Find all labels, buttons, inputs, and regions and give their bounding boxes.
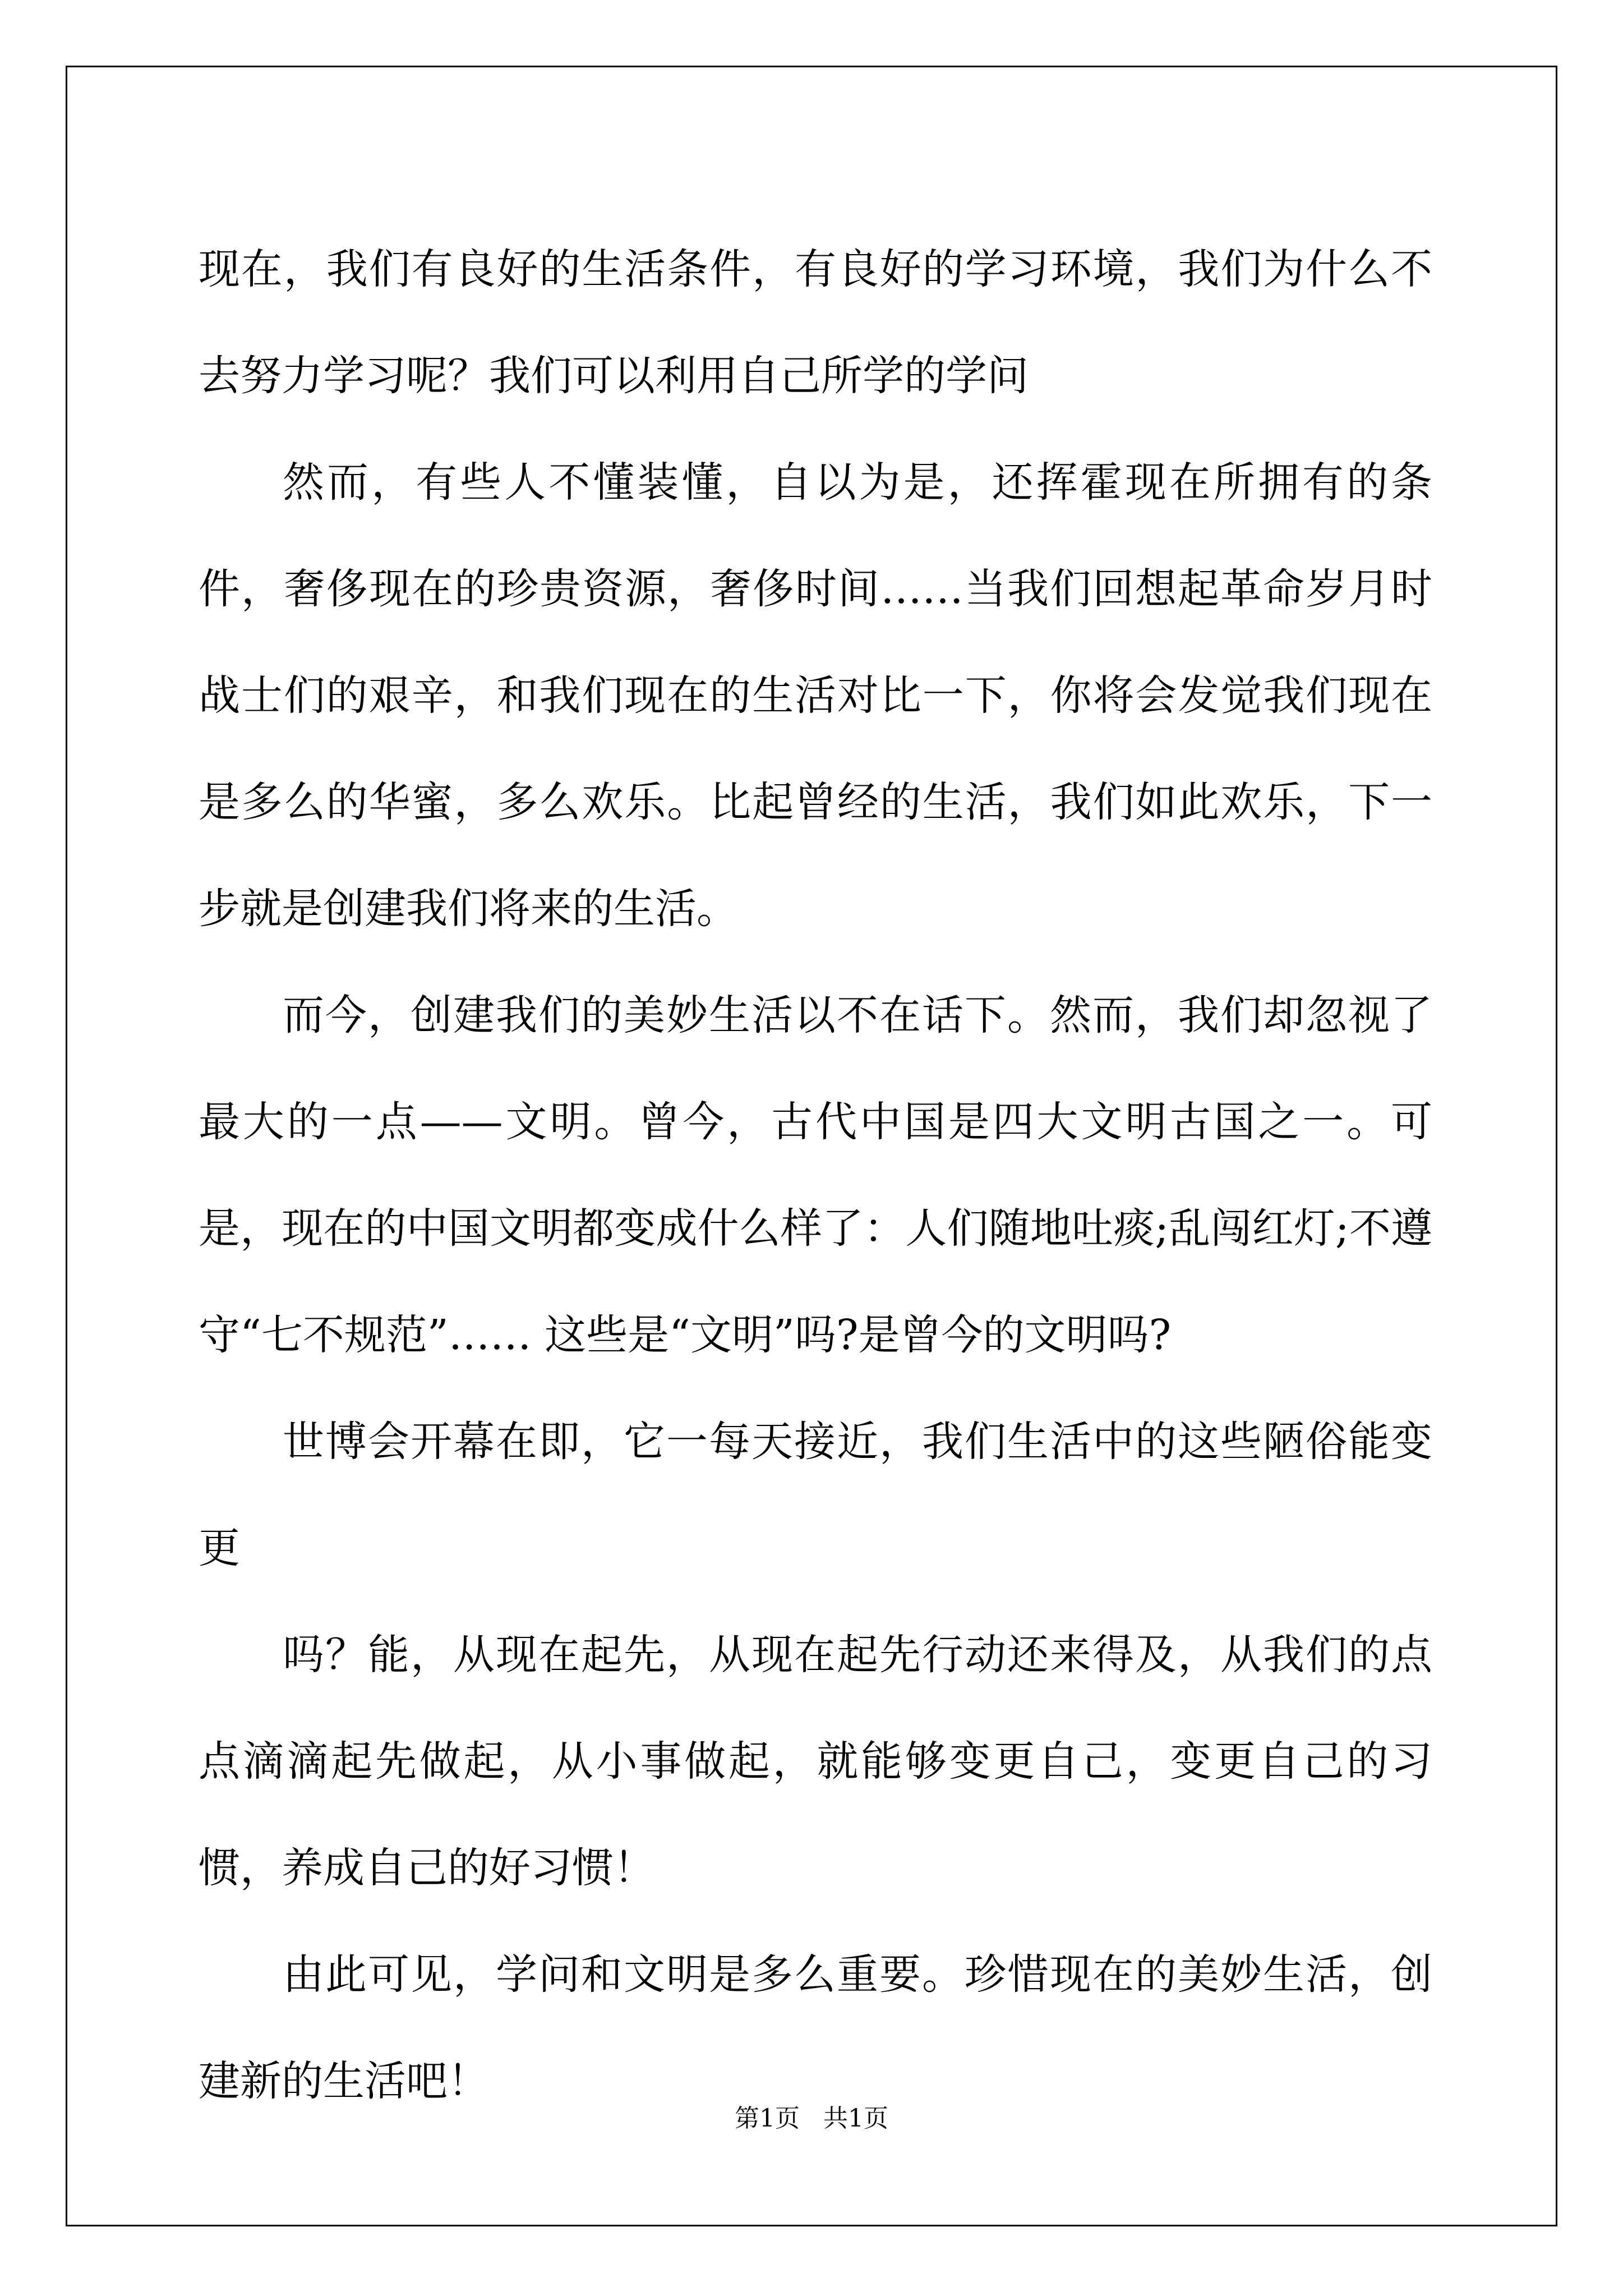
paragraph-3: 而今，创建我们的美妙生活以不在话下。然而，我们却忽视了最大的一点——文明。曾今，古代中国是四大文明古国之一。可是，现在的中国文明都变成什么样了：人们随地吐痰;乱闯红灯;不遵守“七不规范”…… 这些是“文明”吗?是曾今的文明吗? xyxy=(199,991,1432,1359)
paragraph-2: 然而，有些人不懂装懂，自以为是，还挥霍现在所拥有的条件，奢侈现在的珍贵资源，奢侈时间……当我们回想起革命岁月时战士们的艰辛，和我们现在的生活对比一下，你将会发觉我们现在是多么的华蜜，多么欢乐。比起曾经的生活，我们如此欢乐，下一步就是创建我们将来的生活。 xyxy=(199,458,1432,933)
page-number: 第1页 xyxy=(735,2104,800,2133)
paragraph-6: 由此可见，学问和文明是多么重要。珍惜现在的美妙生活，创建新的生活吧！ xyxy=(199,1950,1432,2105)
page-total: 共1页 xyxy=(823,2104,888,2133)
paragraph-5: 吗？能，从现在起先，从现在起先行动还来得及，从我们的点点滴滴起先做起，从小事做起，就能够变更自己，变更自己的习惯，养成自己的好习惯！ xyxy=(199,1631,1432,1892)
page-footer xyxy=(0,2098,1623,2134)
paragraph-4: 世博会开幕在即，它一每天接近，我们生活中的这些陋俗能变更 xyxy=(199,1418,1432,1572)
paragraph-1: 现在，我们有良好的生活条件，有良好的学习环境，我们为什么不去努力学习呢？我们可以利用自己所学的学问 xyxy=(199,245,1432,400)
document-body xyxy=(199,216,1432,2134)
